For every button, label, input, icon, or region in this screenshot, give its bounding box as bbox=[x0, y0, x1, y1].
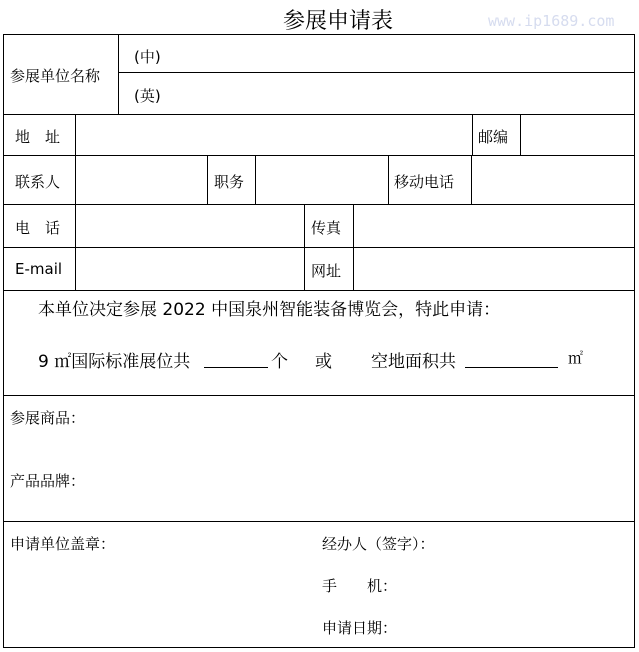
booth-count-blank[interactable] bbox=[204, 367, 268, 368]
space-area-blank[interactable] bbox=[465, 367, 558, 368]
email-label: E-mail bbox=[15, 260, 63, 278]
border bbox=[634, 34, 635, 648]
border bbox=[3, 34, 635, 35]
border bbox=[471, 155, 472, 204]
contact-label: 联系人 bbox=[15, 173, 61, 191]
handler-label: 经办人（签字）： bbox=[322, 535, 435, 553]
watermark: www.ip1689.com bbox=[488, 12, 615, 30]
position-label: 职务 bbox=[214, 173, 245, 191]
border bbox=[3, 204, 635, 205]
org-name-label: 参展单位名称 bbox=[10, 67, 101, 85]
postcode-label: 邮编 bbox=[478, 128, 509, 146]
border bbox=[3, 114, 635, 115]
phone-label: 电 话 bbox=[15, 219, 61, 237]
space-unit: ㎡ bbox=[568, 349, 584, 367]
mobile-label: 移动电话 bbox=[394, 173, 455, 191]
border bbox=[3, 34, 4, 648]
border bbox=[118, 34, 119, 114]
or-text: 或 bbox=[315, 352, 332, 372]
org-name-cn-field[interactable]: (中) bbox=[134, 48, 161, 66]
address-label: 地 址 bbox=[15, 128, 61, 146]
space-text: 空地面积共 bbox=[371, 352, 456, 372]
fax-label: 传真 bbox=[311, 219, 342, 237]
border bbox=[353, 204, 354, 290]
border bbox=[255, 155, 256, 204]
statement-text: 本单位决定参展 2022 中国泉州智能装备博览会，特此申请： bbox=[38, 300, 501, 320]
border bbox=[3, 647, 635, 648]
border bbox=[3, 521, 635, 522]
border bbox=[207, 155, 208, 204]
website-label: 网址 bbox=[311, 262, 342, 280]
border bbox=[3, 395, 635, 396]
border bbox=[118, 72, 635, 73]
brand-label: 产品品牌： bbox=[10, 472, 86, 490]
border bbox=[472, 114, 473, 155]
border bbox=[304, 204, 305, 290]
org-name-en-field[interactable]: (英) bbox=[134, 87, 161, 105]
handler-phone-label: 手 机： bbox=[322, 577, 398, 595]
date-label: 申请日期： bbox=[322, 619, 398, 637]
border bbox=[3, 247, 635, 248]
border bbox=[3, 290, 635, 291]
border bbox=[520, 114, 521, 155]
products-label: 参展商品： bbox=[10, 409, 86, 427]
border bbox=[75, 114, 76, 290]
booth-unit: 个 bbox=[271, 352, 288, 372]
border bbox=[388, 155, 389, 204]
booth-text: 9 ㎡国际标准展位共 bbox=[38, 352, 191, 372]
page-title: 参展申请表 bbox=[283, 9, 394, 34]
seal-label: 申请单位盖章： bbox=[10, 535, 116, 553]
border bbox=[3, 155, 635, 156]
